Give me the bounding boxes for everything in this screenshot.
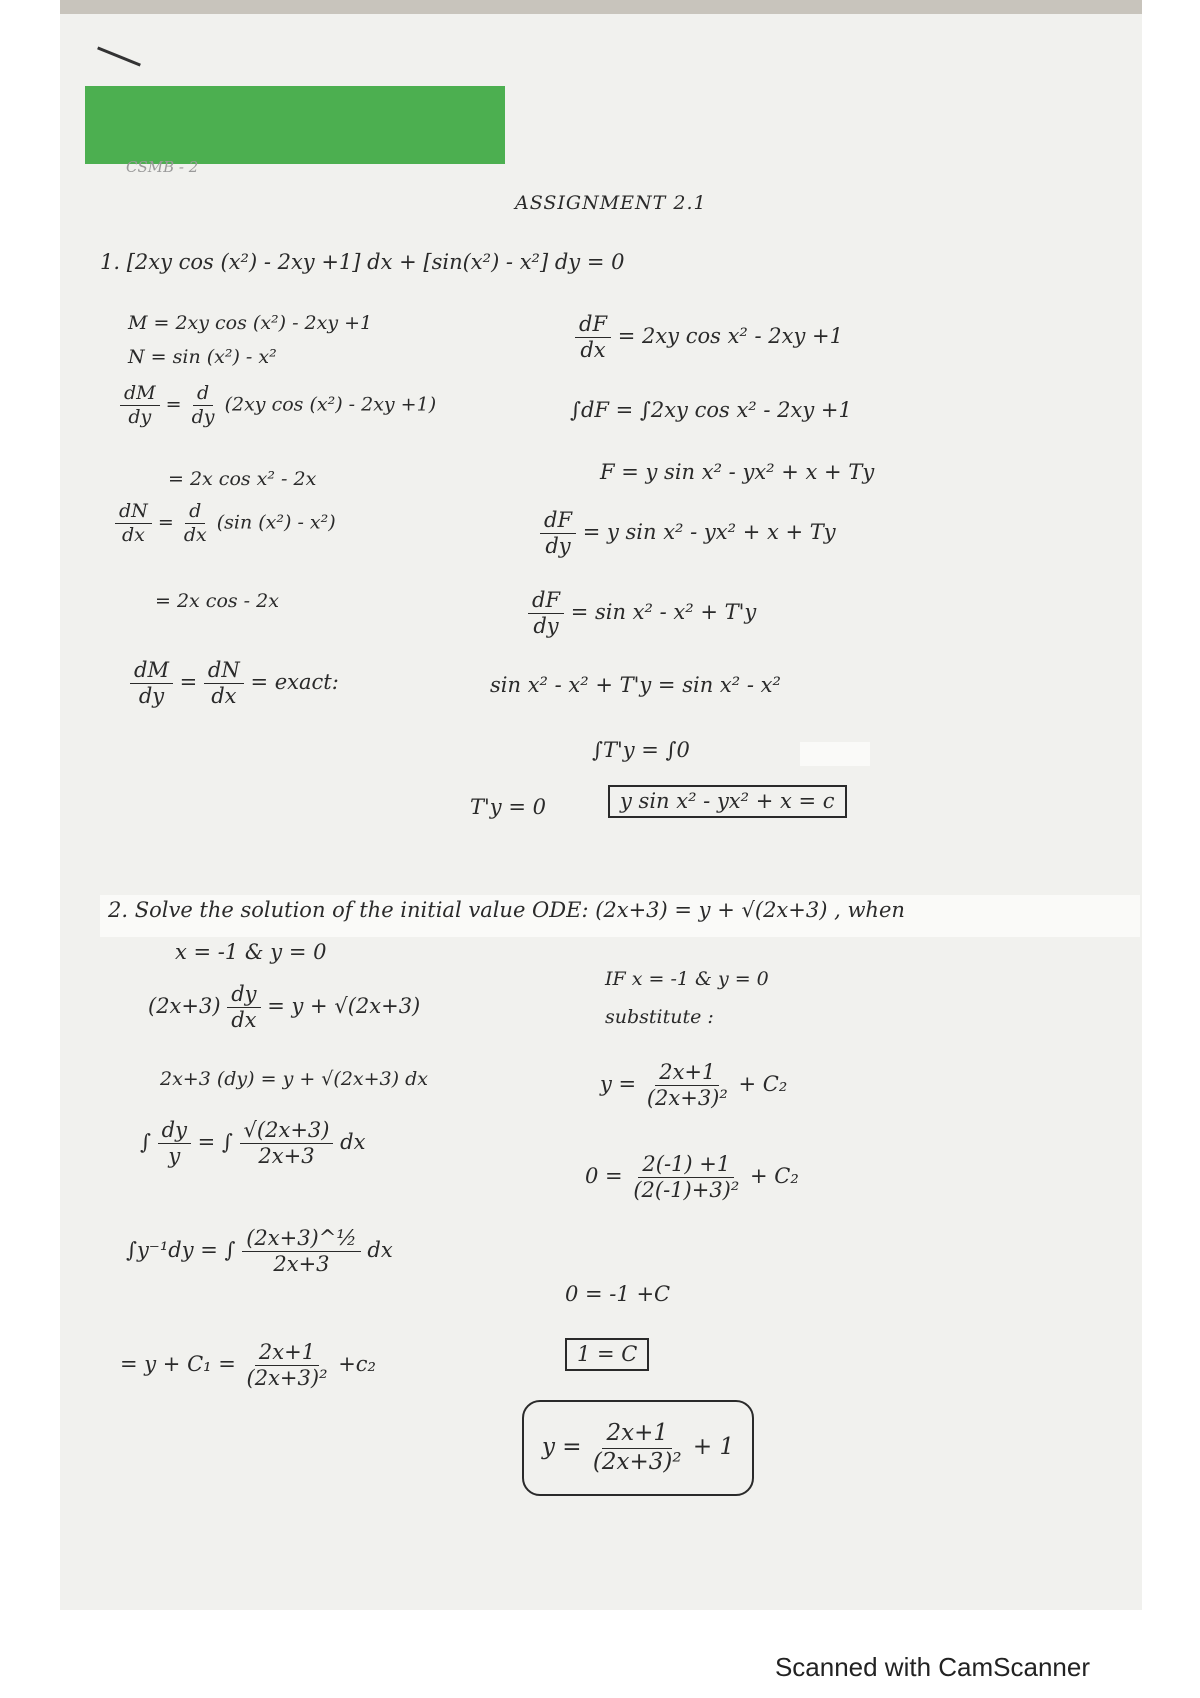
q2-if-line: IF x = -1 & y = 0	[605, 968, 769, 990]
q1-m-definition: M = 2xy cos (x²) - 2xy +1	[128, 312, 373, 334]
q1-df-dx-line: $\frac{dF}{dx}$ = 2xy cos x² - 2xy +1	[575, 312, 843, 363]
q2-conditions: x = -1 & y = 0	[175, 940, 327, 964]
q2-c-result-box: 1 = C	[565, 1338, 649, 1371]
q2-substitute-line: substitute :	[605, 1006, 714, 1028]
page-top-edge	[60, 0, 1142, 14]
pen-mark	[97, 46, 141, 66]
dn-dx-fraction: $\frac{dN}{dx}$	[115, 500, 152, 547]
q1-ty-zero: T'y = 0	[470, 795, 546, 819]
q2-final-answer-box: y = $\frac{2x+1}{\text{(2x+3)²}}$ + 1	[522, 1400, 754, 1496]
q1-df-dy-line2: $\frac{dF}{dy}$ = sin x² - x² + T'y	[528, 588, 756, 639]
q2-problem: 2. Solve the solution of the initial value ODE: (2x+3) = y + √(2x+3) , when	[108, 898, 905, 922]
q1-answer-box: y sin x² - yx² + x = c	[608, 785, 847, 818]
q1-n-definition: N = sin (x²) - x²	[128, 346, 277, 368]
q2-result-line: = y + C₁ = $\frac{2x+1}{\text{(2x+3)²}}$ +c₂	[120, 1340, 376, 1391]
q1-dm-result: = 2x cos x² - 2x	[168, 468, 317, 490]
q1-dn-dx-line: $\frac{dN}{dx}$ = $\frac{d}{dx}$ (sin (x²) - x²)	[115, 500, 336, 547]
d-dy-fraction: $\frac{d}{dy}$	[191, 382, 215, 428]
q2-zero-line: 0 = $\frac{2(-1) +1}{\text{(2(-1)+3)²}}$ + C₂	[585, 1152, 799, 1203]
q2-integral-line1: ∫ $\frac{dy}{y}$ = ∫ $\frac{√(2x+3)}{2x+3}$ dx	[140, 1118, 366, 1169]
q1-integral-line: ∫dF = ∫2xy cos x² - 2xy +1	[570, 398, 852, 422]
course-code: CSMB - 2	[126, 158, 199, 176]
q2-separated-line: 2x+3 (dy) = y + √(2x+3) dx	[160, 1068, 428, 1090]
q1-problem: 1. [2xy cos (x²) - 2xy +1] dx + [sin(x²) - x²] dy = 0	[100, 250, 625, 274]
q1-dn-result: = 2x cos - 2x	[155, 590, 279, 612]
q2-ode-line: (2x+3) $\frac{dy}{dx}$ = y + √(2x+3)	[148, 982, 421, 1033]
q1-df-dy-line1: $\frac{dF}{dy}$ = y sin x² - yx² + x + Ty	[540, 508, 836, 559]
dm-dy-fraction: $\frac{dM}{dy}$	[120, 382, 160, 429]
q1-f-line: F = y sin x² - yx² + x + Ty	[600, 460, 875, 484]
q2-y-line: y = $\frac{2x+1}{\text{(2x+3)²}}$ + C₂	[600, 1060, 788, 1111]
correction-mark	[800, 742, 870, 766]
q2-c-line: 0 = -1 +C	[565, 1282, 671, 1306]
redaction-block	[85, 86, 505, 164]
scanned-page	[60, 0, 1142, 1610]
q1-dm-dy-line: $\frac{dM}{dy}$ = $\frac{d}{dy}$ (2xy cos (x²) - 2xy +1)	[120, 382, 436, 429]
q1-exact-line: $\frac{dM}{dy}$ = $\frac{dN}{dx}$ = exact:	[130, 658, 339, 709]
d-dx-fraction: $\frac{d}{dx}$	[183, 500, 207, 546]
q2-integral-line2: ∫y⁻¹dy = ∫ $\frac{\text{(2x+3)\textasciicircum{}½}}{2x+3}$ dx	[126, 1226, 393, 1277]
assignment-title: ASSIGNMENT 2.1	[515, 192, 707, 214]
q1-cancel-line: sin x² - x² + T'y = sin x² - x²	[490, 673, 781, 697]
camscanner-watermark: Scanned with CamScanner	[774, 1652, 1090, 1682]
q1-int-t-line: ∫T'y = ∫0	[592, 738, 690, 762]
